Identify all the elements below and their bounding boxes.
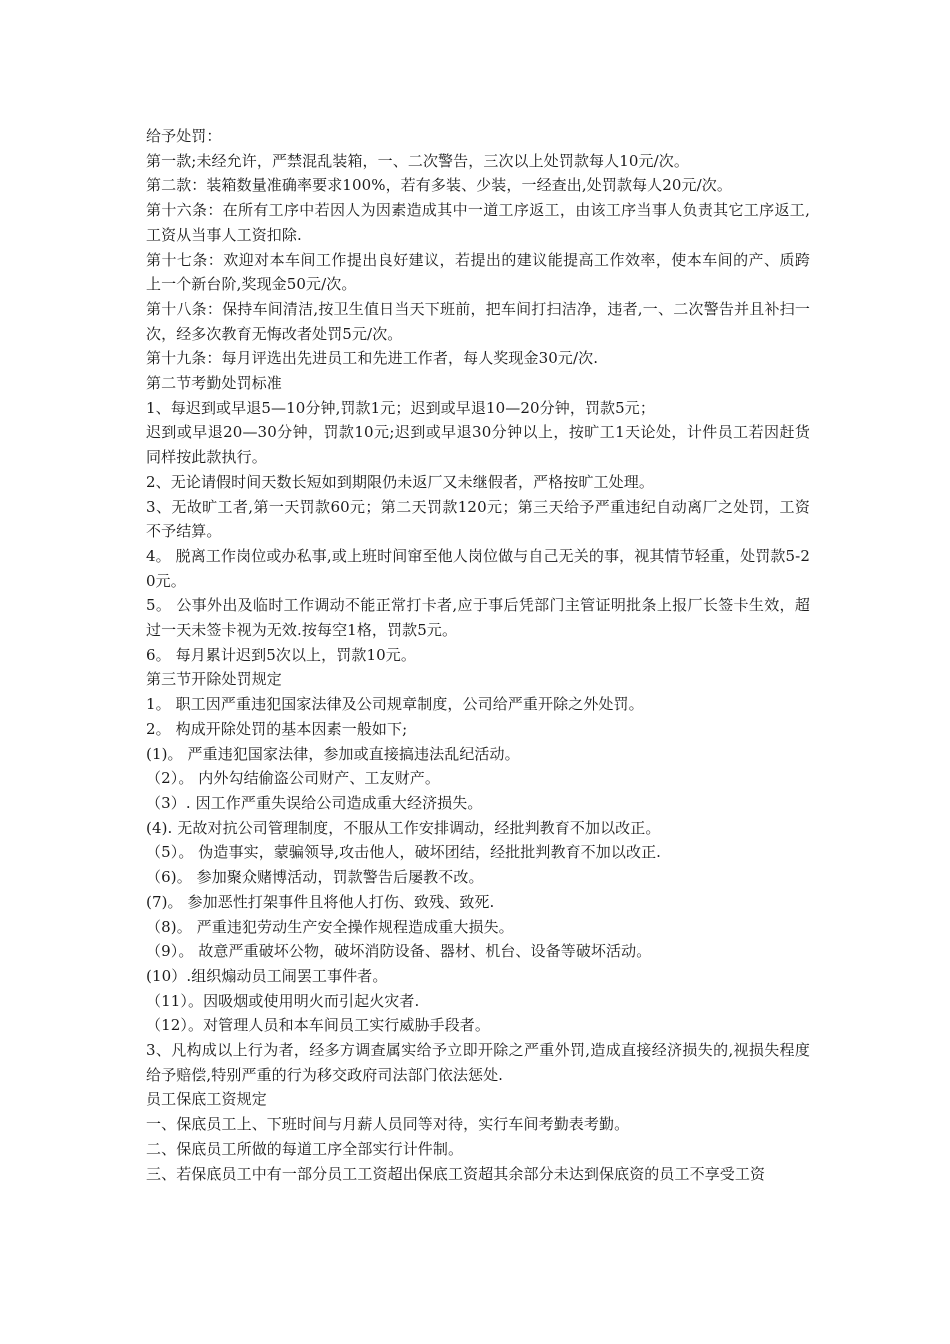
section-heading: 第三节开除处罚规定 [146, 670, 282, 689]
paragraph: 2、无论请假时间天数长短如到期限仍未返厂又未继假者，严格按旷工处理。 [146, 472, 654, 491]
section-heading: 第二节考勤处罚标准 [146, 374, 282, 393]
list-item: （12）。对管理人员和本车间员工实行威胁手段者。 [146, 1016, 490, 1035]
list-item: （2）。 内外勾结偷盗公司财产、工友财产。 [146, 769, 440, 788]
list-item: （9）。 故意严重破坏公物，破坏消防设备、器材、机台、设备等破坏活动。 [146, 942, 652, 961]
paragraph: 第十九条：每月评选出先进员工和先进工作者，每人奖现金30元/次. [146, 349, 599, 368]
list-item: (4). 无故对抗公司管理制度，不服从工作安排调动，经批判教育不加以改正。 [146, 818, 661, 837]
paragraph: 6。 每月累计迟到5次以上，罚款10元。 [146, 645, 416, 664]
paragraph: 三、若保底员工中有一部分员工工资超出保底工资超其余部分未达到保底资的员工不享受工资 [146, 1164, 766, 1183]
paragraph: 3、无故旷工者,第一天罚款60元；第二天罚款120元；第三天给予严重违纪自动离厂之处罚，工资不予结算。 [146, 497, 810, 541]
paragraph: 二、保底员工所做的每道工序全部实行计件制。 [146, 1139, 464, 1158]
list-item: （3）. 因工作严重失误给公司造成重大经济损失。 [146, 793, 483, 812]
paragraph: 2。 构成开除处罚的基本因素一般如下; [146, 719, 408, 738]
paragraph: 3、凡构成以上行为者，经多方调查属实给予立即开除之严重外罚,造成直接经济损失的,视损失程度给予赔偿,特别严重的行为移交政府司法部门依法惩处. [146, 1041, 810, 1084]
list-item: （5）。 伪造事实，蒙骗领导,攻击他人，破坏团结，经批批判教育不加以改正. [146, 843, 662, 862]
list-item: （6)。 参加聚众赌博活动，罚款警告后屡教不改。 [146, 868, 484, 887]
paragraph: 4。 脱离工作岗位或办私事,或上班时间窜至他人岗位做与自己无关的事，视其情节轻重，处罚款5-20元。 [146, 546, 810, 590]
paragraph: 1。 职工因严重违犯国家法律及公司规章制度，公司给严重开除之外处罚。 [146, 695, 644, 714]
paragraph: 给予处罚： [146, 127, 222, 145]
paragraph: 1、每迟到或早退5—10分钟,罚款1元；迟到或早退10—20分钟，罚款5元； [146, 398, 656, 417]
list-item: (10）.组织煽动员工闹罢工事件者。 [146, 966, 388, 985]
section-heading: 员工保底工资规定 [146, 1090, 267, 1109]
paragraph: 第十八条：保持车间清洁,按卫生值日当天下班前，把车间打扫洁净，违者,一、二次警告并且补扫一次，经多次教育无悔改者处罚5元/次。 [146, 299, 810, 343]
paragraph: 第十七条：欢迎对本车间工作提出良好建议，若提出的建议能提高工作效率，使本车间的产、质跨上一个新台阶,奖现金50元/次。 [146, 250, 810, 294]
paragraph: 一、保底员工上、下班时间与月薪人员同等对待，实行车间考勤表考勤。 [146, 1115, 630, 1134]
list-item: （11）。因吸烟或使用明火而引起火灾者. [146, 991, 420, 1010]
paragraph: 第十六条：在所有工序中若因人为因素造成其中一道工序返工，由该工序当事人负责其它工序返工,工资从当事人工资扣除. [146, 201, 810, 244]
document-body [146, 124, 810, 1186]
paragraph: 第二款：装箱数量准确率要求100%，若有多装、少装，一经查出,处罚款每人20元/次。 [146, 176, 732, 195]
list-item: （8)。 严重违犯劳动生产安全操作规程造成重大损失。 [146, 917, 514, 936]
list-item: (7)。 参加恶性打架事件且将他人打伤、致残、致死. [146, 892, 495, 911]
paragraph: 迟到或早退20—30分钟，罚款10元;迟到或早退30分钟以上，按旷工1天论处，计件员工若因赶货同样按此款执行。 [146, 423, 810, 467]
list-item: (1)。 严重违犯国家法律，参加或直接搞违法乱纪活动。 [146, 744, 520, 763]
paragraph: 5。 公事外出及临时工作调动不能正常打卡者,应于事后凭部门主管证明批条上报厂长签卡生效，超过一天未签卡视为无效.按每空1格，罚款5元。 [146, 596, 810, 640]
paragraph: 第一款;未经允许，严禁混乱装箱，一、二次警告，三次以上处罚款每人10元/次。 [146, 151, 689, 170]
